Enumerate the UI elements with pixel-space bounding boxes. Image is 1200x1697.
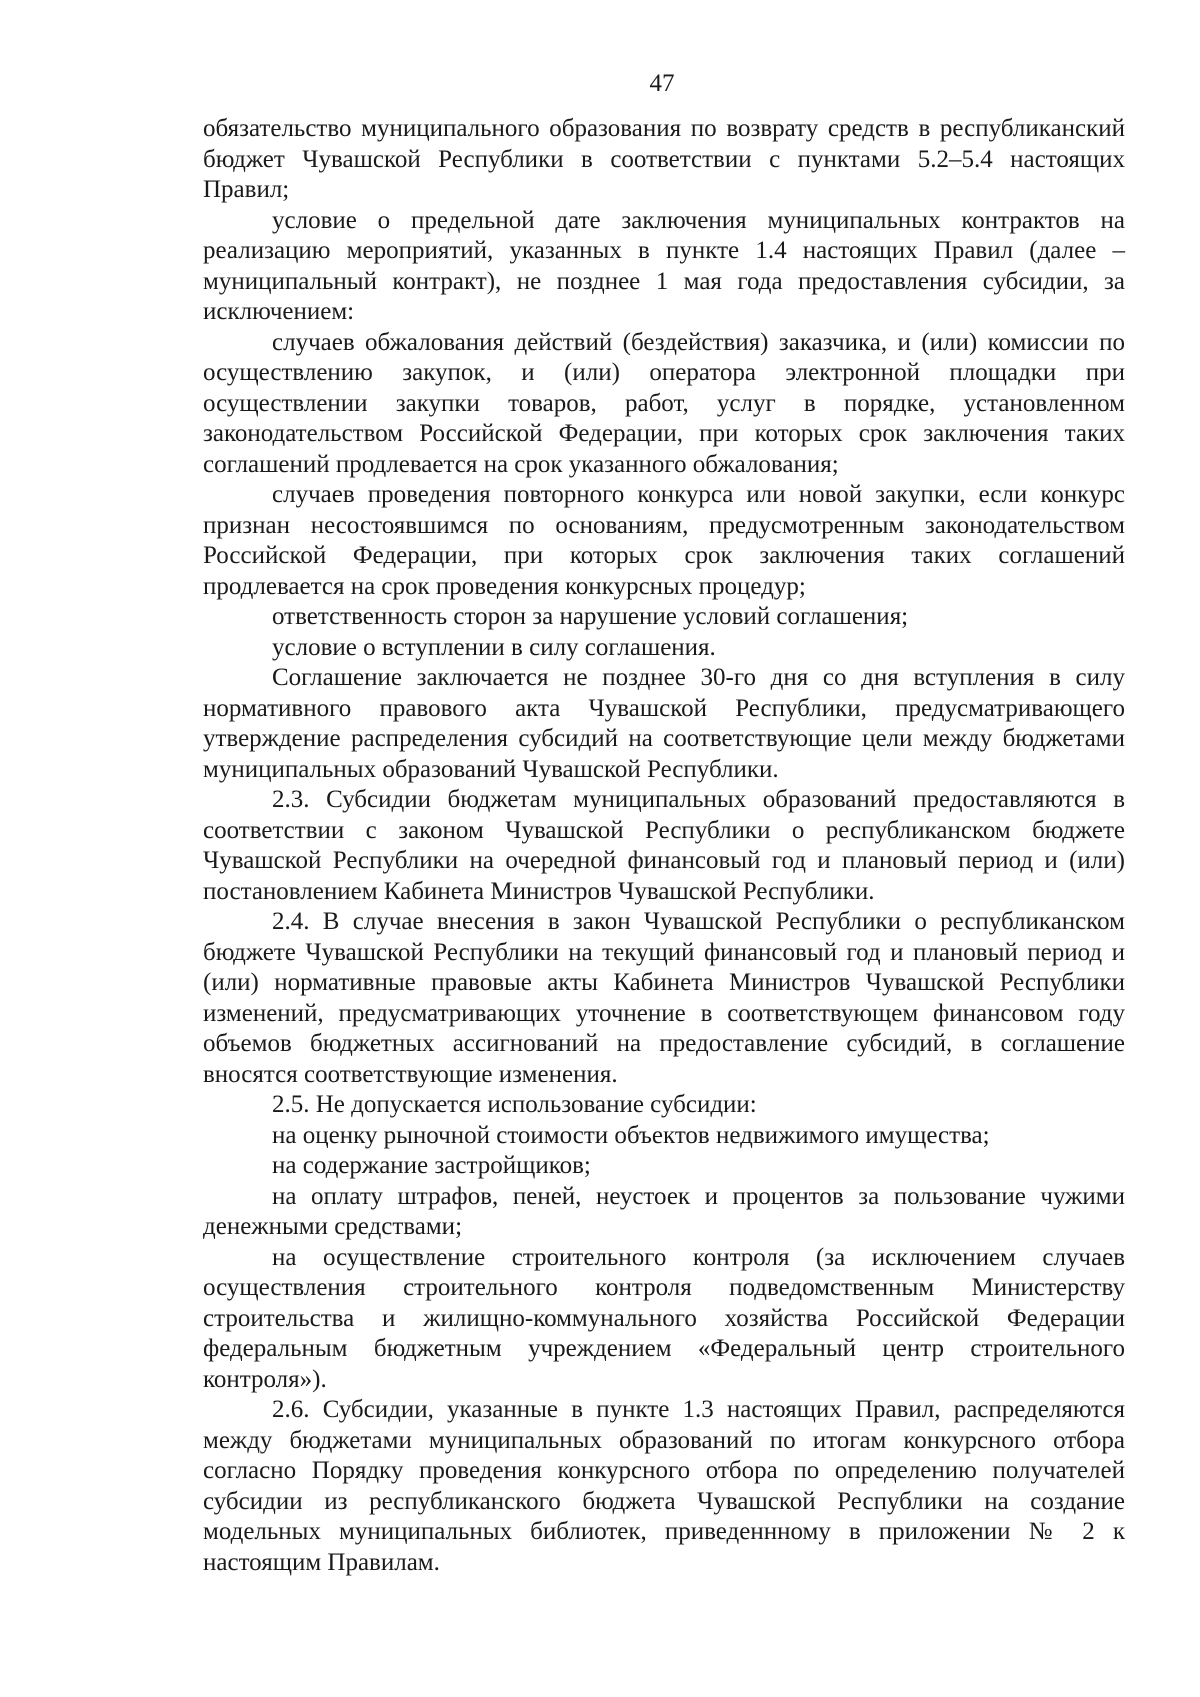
- paragraph: случаев проведения повторного конкурса или новой закупки, если конкурс признан несостоявшимся по основаниям, предусмотренным законодательством Российской Федерации, при которых срок заключения таких соглашений продлевается на срок проведения конкурсных процедур;: [203, 481, 1125, 600]
- paragraph: на оплату штрафов, пеней, неустоек и процентов за пользование чужими денежными средствами;: [203, 1182, 1125, 1240]
- paragraph: на осуществление строительного контроля (за исключением случаев осуществления строительного контроля подведомственным Министерству строительства и жилищно-коммунального хозяйства Российской Федерации федеральным бюджетным учреждением «Федеральный центр строительного контроля»).: [203, 1243, 1125, 1393]
- paragraph: условие о вступлении в силу соглашения.: [272, 633, 716, 661]
- paragraph: на оценку рыночной стоимости объектов недвижимого имущества;: [272, 1121, 990, 1149]
- paragraph: Соглашение заключается не позднее 30-го дня со дня вступления в силу нормативного правового акта Чувашской Республики, предусматривающего утверждение распределения субсидий на соответствующие цели между бюджетами муниципальных образований Чувашской Республики.: [203, 664, 1125, 783]
- paragraph: 2.4. В случае внесения в закон Чувашской Республики о республиканском бюджете Чувашской Республики на текущий финансовый год и плановый период и (или) нормативные правовые акты Кабинета Министров Чувашской Республики изменений, предусматривающих уточнение в соответствующем финансовом году объемов бюджетных ассигнований на предоставление субсидий, в соглашение вносятся соответствующие изменения.: [203, 908, 1125, 1088]
- paragraph: на содержание застройщиков;: [272, 1152, 591, 1179]
- paragraph: 2.5. Не допускается использование субсидии:: [272, 1091, 757, 1118]
- paragraph: обязательство муниципального образования по возврату средств в республиканский бюджет Чувашской Республики в соответствии с пунктами 5.2–5.4 настоящих Правил;: [203, 115, 1125, 203]
- document-body: [203, 114, 1125, 1578]
- paragraph: условие о предельной дате заключения муниципальных контрактов на реализацию мероприятий, указанных в пункте 1.4 настоящих Правил (далее – муниципальный контракт), не позднее 1 мая года предоставления субсидии, за исключением:: [203, 206, 1125, 325]
- paragraph: случаев обжалования действий (бездействия) заказчика, и (или) комиссии по осуществлению закупок, и (или) оператора электронной площадки при осуществлении закупки товаров, работ, услуг в порядке, установленном законодательством Российской Федерации, при которых срок заключения таких соглашений продлевается на срок указанного обжалования;: [203, 328, 1125, 478]
- paragraph: 2.3. Субсидии бюджетам муниципальных образований предоставляются в соответствии с законом Чувашской Республики о республиканском бюджете Чувашской Республики на очередной финансовый год и плановый период и (или) постановлением Кабинета Министров Чувашской Республики.: [203, 786, 1125, 905]
- paragraph: 2.6. Субсидии, указанные в пункте 1.3 настоящих Правил, распределяются между бюджетами муниципальных образований по итогам конкурсного отбора согласно Порядку проведения конкурсного отбора по определению получателей субсидии из республиканского бюджета Чувашской Республики на создание модельных муниципальных библиотек, приведеннному в приложении № 2 к настоящим Правилам.: [203, 1396, 1125, 1576]
- paragraph: ответственность сторон за нарушение условий соглашения;: [272, 603, 909, 630]
- page-number: 47: [649, 70, 675, 97]
